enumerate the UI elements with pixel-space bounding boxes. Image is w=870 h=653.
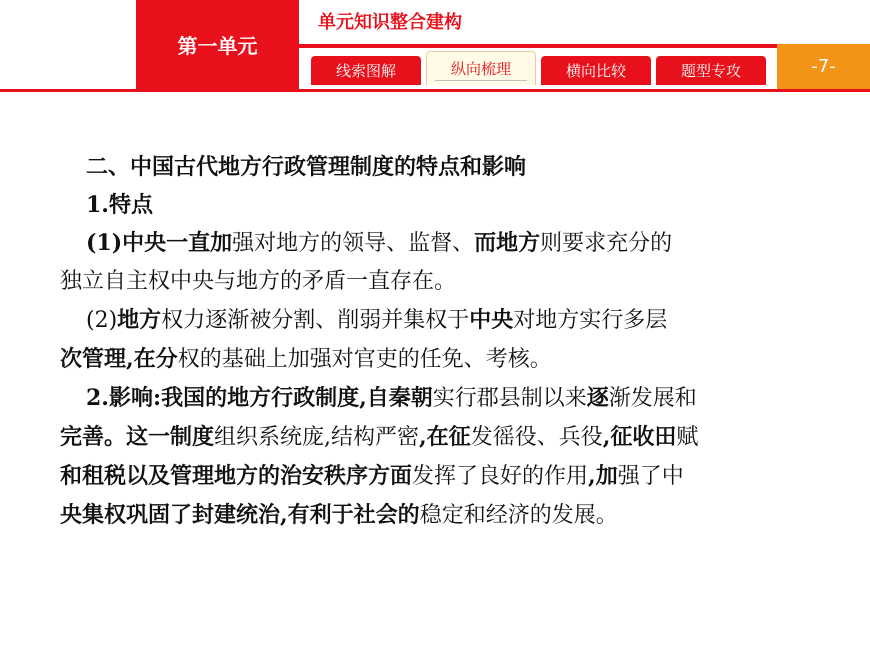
tab-label: 纵向梳理: [450, 60, 511, 78]
tab-label: 线索图解: [335, 62, 396, 80]
paragraph-2-line-2: [60, 340, 850, 379]
tab-bar-line: [299, 44, 777, 48]
section-heading: 二、中国古代地方行政管理制度的特点和影响: [86, 154, 527, 180]
text-span: 强了中: [617, 464, 684, 489]
text-span: 2.影响:我国的地方行政制度,自秦朝: [86, 385, 433, 411]
paragraph-3-line-3: [60, 457, 850, 496]
unit-label: [136, 0, 299, 89]
text-span: 发挥了良好的作用: [412, 464, 589, 489]
paragraph-2: [60, 301, 850, 340]
text-span: ,征收田: [602, 424, 677, 450]
text-span: 赋: [676, 425, 699, 450]
tab-vertical-review[interactable]: [426, 51, 536, 85]
tab-horizontal-compare[interactable]: [541, 56, 651, 85]
text-span: 次管理: [60, 346, 127, 372]
text-span: 发徭役、兵役: [470, 425, 603, 450]
page-title: 单元知识整合建构: [318, 12, 462, 33]
text-span: 组织系统庞,结构严密: [214, 425, 420, 450]
text-span: 中央: [469, 307, 514, 333]
text-span: 央集权巩固了封建统治: [60, 502, 281, 528]
text-span: 权力逐渐被分割、削弱并集权于: [161, 308, 470, 333]
header-blank: [0, 0, 136, 89]
paragraph-3-line-2: [60, 418, 850, 457]
paragraph-3: [60, 379, 850, 418]
paragraph-1: [60, 224, 850, 263]
page-number-text: -7-: [811, 56, 836, 77]
text-span: 对地方实行多层: [513, 308, 668, 333]
text-span: ,有利于社会的: [280, 502, 420, 528]
tab-label: 题型专攻: [680, 62, 741, 80]
text-span: ,加: [588, 463, 618, 489]
text-span: 实行郡县制以来: [432, 386, 587, 411]
text-span: 渐发展和: [608, 386, 697, 411]
tab-question-type[interactable]: [656, 56, 766, 85]
text-span: 强对地方的领导、监督、: [232, 231, 475, 256]
text-span: 则要求充分的: [540, 231, 673, 256]
text-span: 而地方: [474, 230, 541, 256]
tab-label: 横向比较: [565, 62, 626, 80]
text-span: 稳定和经济的发展。: [419, 503, 618, 528]
text-span: ,在分: [126, 346, 178, 372]
tab-clue-diagram[interactable]: [311, 56, 421, 85]
text-span: 和租税以及管理地方的治安秩序方面: [60, 463, 413, 489]
content-body: [60, 148, 850, 535]
unit-label-text: 第一单元: [177, 34, 258, 58]
text-span: 地方: [117, 307, 162, 333]
text-span: ,在征: [419, 424, 471, 450]
text-span: 权的基础上加强对官吏的任免、考核。: [177, 347, 552, 372]
paragraph-1-line-2: 独立自主权中央与地方的矛盾一直存在。: [60, 269, 457, 294]
text-span: (1)中央一直加: [86, 230, 233, 256]
text-span: 逐: [586, 385, 609, 411]
tab-underline: [435, 80, 527, 81]
text-span: (2): [86, 308, 118, 333]
header-rule: [0, 89, 870, 92]
text-span: 完善。这一制度: [60, 424, 215, 450]
subheading-features: 1.特点: [86, 192, 153, 218]
page-number: [777, 44, 870, 89]
paragraph-3-line-4: [60, 496, 850, 535]
